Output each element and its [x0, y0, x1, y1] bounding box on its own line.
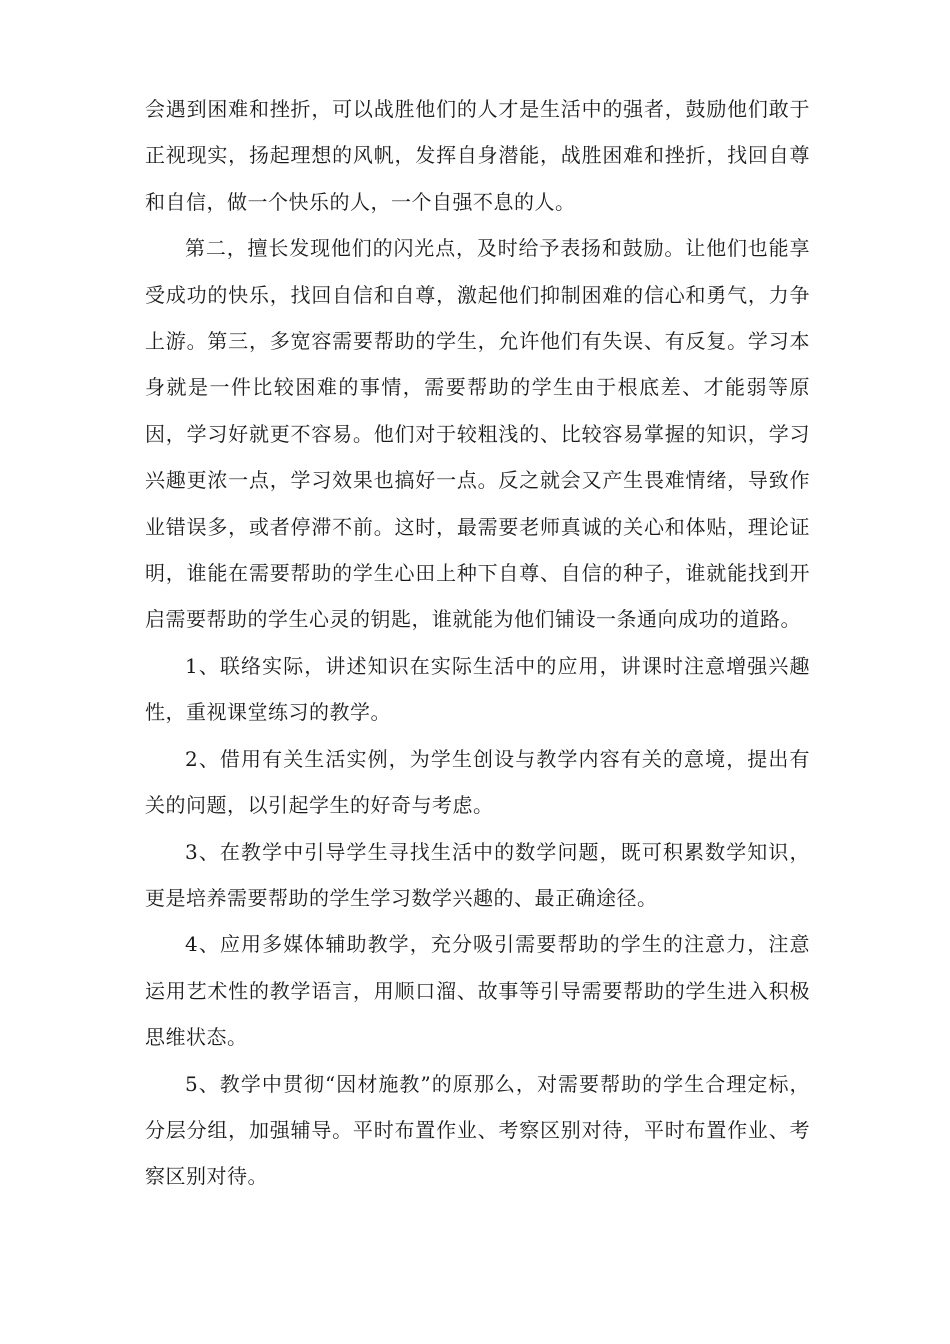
paragraph-continuation: 会遇到困难和挫折，可以战胜他们的人才是生活中的强者，鼓励他们敢于正视现实，扬起理想的风帆，发挥自身潜能，战胜困难和挫折，找回自尊和自信，做一个快乐的人，一个自强不息的人。 — [145, 97, 810, 214]
list-item-1: 1、联络实际，讲述知识在实际生活中的应用，讲课时注意增强兴趣性，重视课堂练习的教学。 — [145, 653, 810, 725]
document-body — [145, 86, 810, 1200]
list-item-2: 2、借用有关生活实例，为学生创设与教学内容有关的意境，提出有关的问题，以引起学生的好奇与考虑。 — [145, 746, 810, 818]
list-item-5: 5、教学中贯彻“因材施教”的原那么，对需要帮助的学生合理定标，分层分组，加强辅导。平时布置作业、考察区别对待，平时布置作业、考察区别对待。 — [145, 1071, 810, 1189]
list-item-4: 4、应用多媒体辅助教学，充分吸引需要帮助的学生的注意力，注意运用艺术性的教学语言，用顺口溜、故事等引导需要帮助的学生进入积极思维状态。 — [145, 932, 810, 1050]
list-item-3: 3、在教学中引导学生寻找生活中的数学问题，既可积累数学知识，更是培养需要帮助的学生学习数学兴趣的、最正确途径。 — [145, 839, 810, 910]
paragraph-second-third: 第二，擅长发现他们的闪光点，及时给予表扬和鼓励。让他们也能享受成功的快乐，找回自信和自尊，激起他们抑制困难的信心和勇气，力争上游。第三，多宽容需要帮助的学生，允许他们有失误、有反复。学习本身就是一件比较困难的事情，需要帮助的学生由于根底差、才能弱等原因，学习好就更不容易。他们对于较粗浅的、比较容易掌握的知识，学习兴趣更浓一点，学习效果也搞好一点。反之就会又产生畏难情绪，导致作业错误多，或者停滞不前。这时，最需要老师真诚的关心和体贴，理论证明，谁能在需要帮助的学生心田上种下自尊、自信的种子，谁就能找到开启需要帮助的学生心灵的钥匙，谁就能为他们铺设一条通向成功的道路。 — [145, 236, 810, 632]
